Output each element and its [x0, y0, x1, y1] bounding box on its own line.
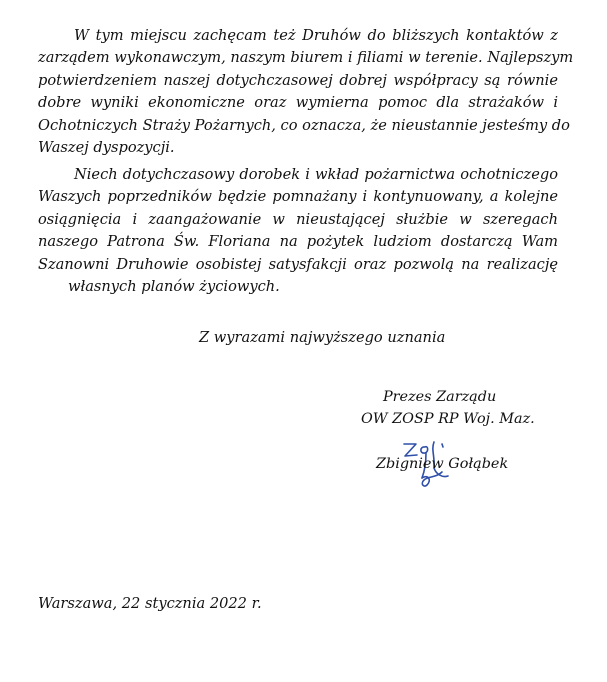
- paragraph-1: [38, 25, 574, 159]
- paragraph-line: osiągnięcia i zaangażowanie w nieustającej służbie w szeregach: [38, 210, 558, 228]
- signatory-name: Zbigniew Gołąbek: [376, 456, 509, 472]
- paragraph-line: dobre wyniki ekonomiczne oraz wymierna pomoc dla strażaków i: [38, 94, 558, 112]
- signatory-position: Prezes Zarządu: [383, 389, 497, 405]
- paragraph-line: W tym miejscu zachęcam też Druhów do bliższych kontaktów z: [74, 27, 558, 44]
- paragraph-line: Ochotniczych Straży Pożarnych, co oznacza, że nieustannie jesteśmy do: [38, 116, 570, 134]
- paragraph-line: Waszej dyspozycji.: [38, 139, 175, 157]
- paragraph-2: [38, 164, 558, 298]
- paragraph-line: naszego Patrona Św. Floriana na pożytek ludziom dostarczą Wam: [38, 233, 558, 251]
- closing-phrase: Z wyrazami najwyższego uznania: [199, 329, 446, 346]
- paragraph-line: Niech dotychczasowy dorobek i wkład pożarnictwa ochotniczego: [74, 166, 558, 183]
- signatory-organization: OW ZOSP RP Woj. Maz.: [361, 411, 535, 427]
- paragraph-line: własnych planów życiowych.: [68, 278, 280, 296]
- paragraph-line: potwierdzeniem naszej dotychczasowej dobrej współpracy są równie: [38, 71, 558, 89]
- paragraph-line: Szanowni Druhowie osobistej satysfakcji oraz pozwolą na realizację: [38, 255, 558, 273]
- paragraph-line: Waszych poprzedników będzie pomnażany i kontynuowany, a kolejne: [38, 188, 558, 206]
- paragraph-line: zarządem wykonawczym, naszym biurem i filiami w terenie. Najlepszym: [38, 49, 574, 67]
- date-line: Warszawa, 22 stycznia 2022 r.: [38, 595, 262, 612]
